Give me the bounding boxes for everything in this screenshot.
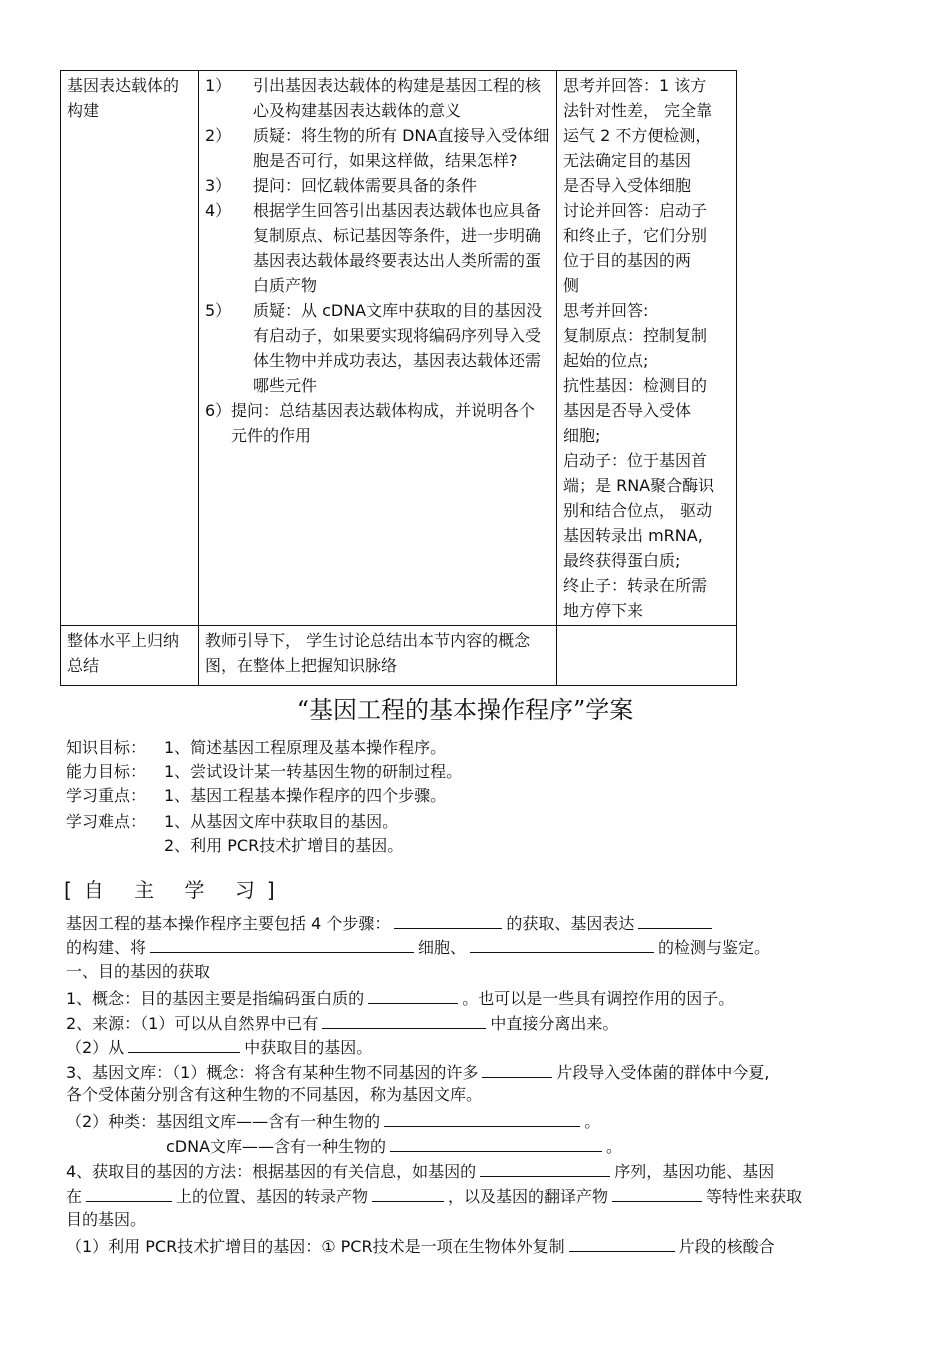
stage-cell [61,71,199,626]
step-text: 引出基因表达载体的构建是基因工程的核心及构建基因表达载体的意义 [253,76,542,120]
response-line: 起始的位点; [563,351,649,370]
objective-text: 1、基因工程基本操作程序的四个步骤。 [164,786,447,805]
fill-blank[interactable] [322,1010,486,1029]
page-title: “基因工程的基本操作程序”学案 [296,696,634,724]
text: 等特性来获取 [706,1187,803,1206]
response-line: 基因是否导入受体 [563,401,692,420]
fill-blank[interactable] [569,1233,675,1252]
list-item [205,173,550,198]
text: 。也可以是一些具有调控作用的因子。 [462,989,735,1008]
activity-text: 教师引导下， 学生讨论总结出本节内容的概念图，在整体上把握知识脉络 [205,631,531,675]
step-number: 1） [205,76,232,95]
response-line: 基因转录出 mRNA, [563,526,703,545]
paragraph-line [166,1133,622,1159]
fill-blank[interactable] [150,934,414,953]
fill-blank[interactable] [482,1059,552,1078]
objective-label: 学习难点： [66,812,147,831]
response-line: 地方停下来 [563,601,644,620]
fill-blank[interactable] [128,1034,240,1053]
response-line: 启动子：位于基因首 [563,451,708,470]
response-line: 讨论并回答：启动子 [563,201,708,220]
list-item [205,398,550,448]
text: 的检测与鉴定。 [658,938,771,957]
objective-label: 能力目标： [66,762,147,781]
section-heading: [自 主 学 习] [64,878,287,902]
table-row [61,626,737,686]
step-number: 4） [205,201,232,220]
list-item [205,298,550,398]
text: 。 [584,1112,601,1131]
activity-cell [199,626,557,686]
objective-line [66,834,403,858]
text: 上的位置、基因的转录产物 [176,1187,369,1206]
objective-line [66,760,462,784]
fill-blank[interactable] [638,910,712,929]
response-line: 终止子：转录在所需 [563,576,708,595]
fill-blank[interactable] [384,1108,580,1127]
stage-text: 基因表达载体的构建 [67,76,180,120]
response-line: 法针对性差， 完全靠 [563,101,713,120]
text: （2）种类：基因组文库——含有一种生物的 [66,1112,381,1131]
stage-cell [61,626,199,686]
activity-cell [199,71,557,626]
paragraph-line: 目的基因。 [66,1210,147,1229]
objective-line [66,736,446,760]
response-line: 运气 2 不方便检测， [563,126,712,145]
text: 。 [606,1137,623,1156]
text: 4、获取目的基因的方法：根据基因的有关信息，如基因的 [66,1162,477,1181]
fill-blank[interactable] [390,1133,602,1152]
objective-text: 1、从基因文库中获取目的基因。 [164,812,399,831]
response-line: 思考并回答：1 该方 [563,76,707,95]
response-line: 思考并回答: [563,301,649,320]
list-item [205,198,550,298]
list-item [205,73,550,123]
step-text: 根据学生回答引出基因表达载体也应具备复制原点、标记基因等条件，进一步明确基因表达载体最终要表达出人类所需的蛋白质产物 [253,201,542,295]
fill-blank[interactable] [86,1183,172,1202]
stage-text: 整体水平上归纳总结 [67,631,180,675]
paragraph-line [66,1059,769,1085]
text: 3、基因文库：（1）概念：将含有某种生物不同基因的许多 [66,1063,479,1082]
response-line: 端；是 RNA聚合酶识 [563,476,715,495]
fill-blank[interactable] [480,1158,610,1177]
fill-blank[interactable] [394,910,502,929]
objective-text: 1、简述基因工程原理及基本操作程序。 [164,738,447,757]
objective-line [66,810,398,834]
text: 细胞、 [418,938,467,957]
response-line: 抗性基因：检测目的 [563,376,708,395]
text: 的构建、将 [66,938,147,957]
text: 片段的核酸合 [678,1237,775,1256]
paragraph-line [66,1010,618,1036]
text: cDNA文库——含有一种生物的 [166,1137,387,1156]
response-cell [557,626,737,686]
response-line: 无法确定目的基因 [563,151,692,170]
paragraph-line [66,1108,600,1134]
paragraph-line [66,934,770,960]
text: 中获取目的基因。 [244,1038,373,1057]
text: 1、概念：目的基因主要是指编码蛋白质的 [66,989,365,1008]
text: 基因工程的基本操作程序主要包括 4 个步骤： [66,914,391,933]
step-text: 提问：总结基因表达载体构成，并说明各个元件的作用 [231,401,536,445]
step-number: 5） [205,301,232,320]
text: ，以及基因的翻译产物 [448,1187,609,1206]
step-text: 质疑：将生物的所有 DNA直接导入受体细胞是否可行，如果这样做，结果怎样? [253,126,550,170]
text: 序列，基因功能、基因 [614,1162,775,1181]
response-line: 和终止子，它们分别 [563,226,708,245]
objective-label: 知识目标： [66,738,147,757]
response-line: 最终获得蛋白质; [563,551,681,570]
response-line: 位于目的基因的两 [563,251,692,270]
paragraph-line [66,1233,775,1259]
response-cell [557,71,737,626]
text: 片段导入受体菌的群体中今夏, [556,1063,770,1082]
objective-label: 学习重点： [66,786,147,805]
fill-blank[interactable] [612,1183,702,1202]
step-number: 6） [205,401,232,420]
objective-text: 2、利用 PCR技术扩增目的基因。 [164,836,404,855]
paragraph-line [66,1158,774,1184]
step-text: 质疑：从 cDNA文库中获取的目的基因没有启动子，如果要实现将编码序列导入受体生物中并成功表达，基因表达载体还需哪些元件 [253,301,543,395]
fill-blank[interactable] [470,934,654,953]
list-item [205,123,550,173]
paragraph-line [66,910,716,936]
response-line: 别和结合位点， 驱动 [563,501,713,520]
response-line: 侧 [563,276,580,295]
paragraph-line [66,1183,802,1209]
step-number: 2） [205,126,232,145]
response-line: 复制原点：控制复制 [563,326,708,345]
text: 2、来源：（1）可以从自然界中已有 [66,1014,319,1033]
fill-blank[interactable] [368,985,458,1004]
lesson-table [60,70,737,686]
text: 的获取、基因表达 [506,914,635,933]
response-line: 细胞; [563,426,601,445]
fill-blank[interactable] [372,1183,444,1202]
paragraph-line [66,1034,372,1060]
text: 中直接分离出来。 [490,1014,619,1033]
section-subheading: 一、目的基因的获取 [66,962,211,981]
response-line: 是否导入受体细胞 [563,176,692,195]
text: 在 [66,1187,83,1206]
step-number: 3） [205,176,232,195]
paragraph-line [66,985,734,1011]
step-text: 提问：回忆载体需要具备的条件 [253,176,478,195]
text: （1）利用 PCR技术扩增目的基因：① PCR技术是一项在生物体外复制 [66,1237,565,1256]
text: （2）从 [66,1038,125,1057]
table-row [61,71,737,626]
objective-line [66,784,446,808]
objective-text: 1、尝试设计某一转基因生物的研制过程。 [164,762,463,781]
paragraph-line: 各个受体菌分别含有这种生物的不同基因，称为基因文库。 [66,1085,483,1104]
